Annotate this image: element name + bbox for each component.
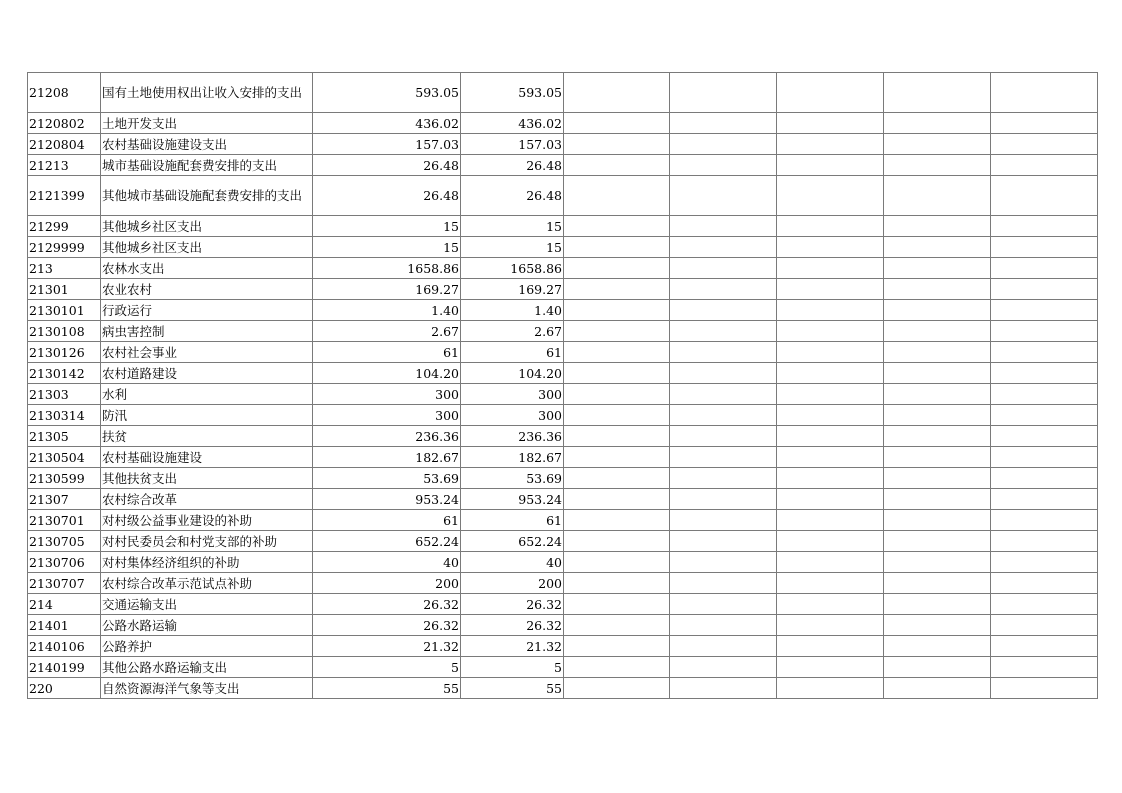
empty-cell	[777, 342, 884, 363]
empty-cell	[991, 678, 1098, 699]
empty-cell	[564, 176, 670, 216]
table-row	[28, 552, 1098, 573]
empty-cell	[884, 258, 991, 279]
empty-cell	[777, 405, 884, 426]
empty-cell	[777, 678, 884, 699]
table-row	[28, 216, 1098, 237]
empty-cell	[884, 552, 991, 573]
table-row	[28, 176, 1098, 216]
empty-cell	[991, 468, 1098, 489]
general-budget-cell: 61	[461, 510, 564, 531]
empty-cell	[564, 510, 670, 531]
empty-cell	[670, 489, 777, 510]
empty-cell	[884, 279, 991, 300]
empty-cell	[564, 258, 670, 279]
empty-cell	[670, 636, 777, 657]
empty-cell	[670, 237, 777, 258]
account-code-cell: 2129999	[28, 237, 101, 258]
empty-cell	[991, 237, 1098, 258]
table-row	[28, 363, 1098, 384]
account-code-cell: 21307	[28, 489, 101, 510]
empty-cell	[564, 657, 670, 678]
empty-cell	[991, 573, 1098, 594]
table-row	[28, 237, 1098, 258]
empty-cell	[991, 657, 1098, 678]
empty-cell	[884, 134, 991, 155]
empty-cell	[670, 113, 777, 134]
table-row	[28, 510, 1098, 531]
general-budget-cell: 300	[461, 384, 564, 405]
empty-cell	[884, 384, 991, 405]
budget-amount-cell: 593.05	[313, 73, 461, 113]
table-row	[28, 155, 1098, 176]
item-name-cell: 农村综合改革	[101, 489, 313, 510]
account-code-cell: 21213	[28, 155, 101, 176]
empty-cell	[777, 468, 884, 489]
empty-cell	[884, 237, 991, 258]
empty-cell	[564, 321, 670, 342]
account-code-cell: 2130108	[28, 321, 101, 342]
empty-cell	[670, 552, 777, 573]
empty-cell	[564, 426, 670, 447]
account-code-cell: 21305	[28, 426, 101, 447]
budget-amount-cell: 2.67	[313, 321, 461, 342]
item-name-cell: 农村基础设施建设支出	[101, 134, 313, 155]
general-budget-cell: 61	[461, 342, 564, 363]
account-code-cell: 2130126	[28, 342, 101, 363]
empty-cell	[670, 258, 777, 279]
empty-cell	[670, 573, 777, 594]
empty-cell	[884, 636, 991, 657]
empty-cell	[670, 615, 777, 636]
item-name-cell: 自然资源海洋气象等支出	[101, 678, 313, 699]
empty-cell	[564, 573, 670, 594]
item-name-cell: 对村级公益事业建设的补助	[101, 510, 313, 531]
empty-cell	[670, 279, 777, 300]
account-code-cell: 2130314	[28, 405, 101, 426]
empty-cell	[884, 113, 991, 134]
general-budget-cell: 21.32	[461, 636, 564, 657]
empty-cell	[777, 279, 884, 300]
empty-cell	[884, 176, 991, 216]
table-row	[28, 300, 1098, 321]
empty-cell	[991, 216, 1098, 237]
budget-amount-cell: 15	[313, 237, 461, 258]
account-code-cell: 21208	[28, 73, 101, 113]
empty-cell	[991, 155, 1098, 176]
general-budget-cell: 2.67	[461, 321, 564, 342]
budget-amount-cell: 15	[313, 216, 461, 237]
budget-amount-cell: 157.03	[313, 134, 461, 155]
empty-cell	[777, 216, 884, 237]
empty-cell	[777, 489, 884, 510]
table-body	[28, 73, 1098, 699]
budget-amount-cell: 61	[313, 342, 461, 363]
empty-cell	[670, 468, 777, 489]
item-name-cell: 病虫害控制	[101, 321, 313, 342]
empty-cell	[884, 73, 991, 113]
item-name-cell: 其他扶贫支出	[101, 468, 313, 489]
empty-cell	[670, 510, 777, 531]
general-budget-cell: 53.69	[461, 468, 564, 489]
empty-cell	[991, 405, 1098, 426]
empty-cell	[884, 300, 991, 321]
empty-cell	[777, 155, 884, 176]
empty-cell	[884, 468, 991, 489]
account-code-cell: 2130706	[28, 552, 101, 573]
account-code-cell: 2130142	[28, 363, 101, 384]
budget-amount-cell: 21.32	[313, 636, 461, 657]
table-row	[28, 321, 1098, 342]
general-budget-cell: 1.40	[461, 300, 564, 321]
budget-amount-cell: 5	[313, 657, 461, 678]
empty-cell	[991, 531, 1098, 552]
empty-cell	[777, 321, 884, 342]
empty-cell	[670, 363, 777, 384]
empty-cell	[564, 552, 670, 573]
empty-cell	[564, 216, 670, 237]
empty-cell	[564, 678, 670, 699]
budget-amount-cell: 300	[313, 384, 461, 405]
empty-cell	[564, 405, 670, 426]
account-code-cell: 2130707	[28, 573, 101, 594]
empty-cell	[564, 447, 670, 468]
empty-cell	[670, 134, 777, 155]
budget-amount-cell: 169.27	[313, 279, 461, 300]
item-name-cell: 其他城乡社区支出	[101, 216, 313, 237]
budget-amount-cell: 300	[313, 405, 461, 426]
empty-cell	[777, 510, 884, 531]
budget-table	[27, 72, 1098, 699]
empty-cell	[564, 531, 670, 552]
empty-cell	[991, 636, 1098, 657]
empty-cell	[884, 594, 991, 615]
empty-cell	[670, 594, 777, 615]
budget-amount-cell: 61	[313, 510, 461, 531]
account-code-cell: 214	[28, 594, 101, 615]
general-budget-cell: 157.03	[461, 134, 564, 155]
item-name-cell: 农村基础设施建设	[101, 447, 313, 468]
empty-cell	[777, 176, 884, 216]
empty-cell	[884, 678, 991, 699]
item-name-cell: 其他公路水路运输支出	[101, 657, 313, 678]
empty-cell	[670, 300, 777, 321]
empty-cell	[670, 342, 777, 363]
empty-cell	[777, 426, 884, 447]
table-row	[28, 573, 1098, 594]
empty-cell	[991, 489, 1098, 510]
account-code-cell: 2130504	[28, 447, 101, 468]
budget-amount-cell: 26.32	[313, 615, 461, 636]
item-name-cell: 公路水路运输	[101, 615, 313, 636]
general-budget-cell: 104.20	[461, 363, 564, 384]
item-name-cell: 农业农村	[101, 279, 313, 300]
empty-cell	[777, 531, 884, 552]
empty-cell	[670, 155, 777, 176]
general-budget-cell: 200	[461, 573, 564, 594]
budget-amount-cell: 26.48	[313, 155, 461, 176]
empty-cell	[884, 657, 991, 678]
general-budget-cell: 953.24	[461, 489, 564, 510]
item-name-cell: 土地开发支出	[101, 113, 313, 134]
empty-cell	[884, 405, 991, 426]
budget-amount-cell: 104.20	[313, 363, 461, 384]
empty-cell	[670, 321, 777, 342]
item-name-cell: 其他城市基础设施配套费安排的支出	[101, 176, 313, 216]
account-code-cell: 2130701	[28, 510, 101, 531]
account-code-cell: 21299	[28, 216, 101, 237]
item-name-cell: 交通运输支出	[101, 594, 313, 615]
table-row	[28, 405, 1098, 426]
table-row	[28, 678, 1098, 699]
general-budget-cell: 1658.86	[461, 258, 564, 279]
general-budget-cell: 182.67	[461, 447, 564, 468]
budget-amount-cell: 1.40	[313, 300, 461, 321]
table-row	[28, 113, 1098, 134]
general-budget-cell: 55	[461, 678, 564, 699]
account-code-cell: 2121399	[28, 176, 101, 216]
account-code-cell: 21301	[28, 279, 101, 300]
empty-cell	[777, 573, 884, 594]
empty-cell	[670, 176, 777, 216]
item-name-cell: 行政运行	[101, 300, 313, 321]
table-row	[28, 73, 1098, 113]
table-row	[28, 489, 1098, 510]
item-name-cell: 公路养护	[101, 636, 313, 657]
empty-cell	[777, 636, 884, 657]
empty-cell	[884, 155, 991, 176]
budget-amount-cell: 55	[313, 678, 461, 699]
empty-cell	[884, 573, 991, 594]
empty-cell	[991, 363, 1098, 384]
empty-cell	[670, 73, 777, 113]
empty-cell	[991, 615, 1098, 636]
empty-cell	[564, 468, 670, 489]
empty-cell	[777, 134, 884, 155]
empty-cell	[884, 510, 991, 531]
general-budget-cell: 436.02	[461, 113, 564, 134]
general-budget-cell: 40	[461, 552, 564, 573]
empty-cell	[564, 342, 670, 363]
general-budget-cell: 26.48	[461, 155, 564, 176]
budget-amount-cell: 182.67	[313, 447, 461, 468]
empty-cell	[991, 552, 1098, 573]
empty-cell	[991, 176, 1098, 216]
account-code-cell: 213	[28, 258, 101, 279]
empty-cell	[777, 113, 884, 134]
empty-cell	[991, 426, 1098, 447]
empty-cell	[670, 384, 777, 405]
empty-cell	[884, 447, 991, 468]
general-budget-cell: 15	[461, 216, 564, 237]
budget-amount-cell: 26.48	[313, 176, 461, 216]
empty-cell	[991, 447, 1098, 468]
empty-cell	[777, 73, 884, 113]
empty-cell	[777, 384, 884, 405]
table-row	[28, 468, 1098, 489]
budget-amount-cell: 26.32	[313, 594, 461, 615]
empty-cell	[670, 678, 777, 699]
empty-cell	[777, 657, 884, 678]
table-row	[28, 657, 1098, 678]
empty-cell	[670, 657, 777, 678]
table-row	[28, 636, 1098, 657]
empty-cell	[991, 258, 1098, 279]
empty-cell	[564, 489, 670, 510]
table-row	[28, 384, 1098, 405]
general-budget-cell: 26.32	[461, 615, 564, 636]
empty-cell	[991, 342, 1098, 363]
empty-cell	[884, 426, 991, 447]
budget-amount-cell: 652.24	[313, 531, 461, 552]
empty-cell	[777, 258, 884, 279]
account-code-cell: 21401	[28, 615, 101, 636]
empty-cell	[564, 636, 670, 657]
item-name-cell: 农村社会事业	[101, 342, 313, 363]
account-code-cell: 2130705	[28, 531, 101, 552]
empty-cell	[777, 237, 884, 258]
empty-cell	[991, 279, 1098, 300]
table-row	[28, 531, 1098, 552]
empty-cell	[670, 531, 777, 552]
empty-cell	[564, 615, 670, 636]
empty-cell	[884, 363, 991, 384]
empty-cell	[777, 300, 884, 321]
table-row	[28, 342, 1098, 363]
budget-amount-cell: 53.69	[313, 468, 461, 489]
empty-cell	[884, 216, 991, 237]
empty-cell	[884, 531, 991, 552]
empty-cell	[564, 113, 670, 134]
general-budget-cell: 593.05	[461, 73, 564, 113]
item-name-cell: 农村道路建设	[101, 363, 313, 384]
empty-cell	[777, 552, 884, 573]
empty-cell	[564, 384, 670, 405]
empty-cell	[884, 615, 991, 636]
general-budget-cell: 15	[461, 237, 564, 258]
account-code-cell: 2120802	[28, 113, 101, 134]
account-code-cell: 2120804	[28, 134, 101, 155]
item-name-cell: 对村民委员会和村党支部的补助	[101, 531, 313, 552]
empty-cell	[777, 615, 884, 636]
general-budget-cell: 169.27	[461, 279, 564, 300]
item-name-cell: 其他城乡社区支出	[101, 237, 313, 258]
empty-cell	[884, 489, 991, 510]
empty-cell	[564, 73, 670, 113]
empty-cell	[564, 363, 670, 384]
empty-cell	[777, 363, 884, 384]
empty-cell	[991, 321, 1098, 342]
table-row	[28, 134, 1098, 155]
empty-cell	[564, 300, 670, 321]
empty-cell	[564, 594, 670, 615]
account-code-cell: 2130599	[28, 468, 101, 489]
empty-cell	[564, 237, 670, 258]
account-code-cell: 2130101	[28, 300, 101, 321]
general-budget-cell: 5	[461, 657, 564, 678]
item-name-cell: 水利	[101, 384, 313, 405]
table-row	[28, 447, 1098, 468]
item-name-cell: 国有土地使用权出让收入安排的支出	[101, 73, 313, 113]
empty-cell	[991, 300, 1098, 321]
empty-cell	[564, 134, 670, 155]
table-row	[28, 615, 1098, 636]
empty-cell	[991, 73, 1098, 113]
budget-amount-cell: 953.24	[313, 489, 461, 510]
budget-amount-cell: 436.02	[313, 113, 461, 134]
empty-cell	[670, 426, 777, 447]
item-name-cell: 对村集体经济组织的补助	[101, 552, 313, 573]
empty-cell	[564, 155, 670, 176]
table-row	[28, 594, 1098, 615]
table-row	[28, 279, 1098, 300]
empty-cell	[884, 321, 991, 342]
empty-cell	[991, 510, 1098, 531]
empty-cell	[670, 447, 777, 468]
account-code-cell: 21303	[28, 384, 101, 405]
general-budget-cell: 26.32	[461, 594, 564, 615]
table-row	[28, 426, 1098, 447]
empty-cell	[777, 447, 884, 468]
item-name-cell: 扶贫	[101, 426, 313, 447]
budget-amount-cell: 1658.86	[313, 258, 461, 279]
general-budget-cell: 652.24	[461, 531, 564, 552]
general-budget-cell: 26.48	[461, 176, 564, 216]
empty-cell	[991, 134, 1098, 155]
empty-cell	[991, 594, 1098, 615]
empty-cell	[777, 594, 884, 615]
budget-amount-cell: 200	[313, 573, 461, 594]
empty-cell	[564, 279, 670, 300]
empty-cell	[991, 113, 1098, 134]
account-code-cell: 2140106	[28, 636, 101, 657]
item-name-cell: 农村综合改革示范试点补助	[101, 573, 313, 594]
item-name-cell: 农林水支出	[101, 258, 313, 279]
general-budget-cell: 300	[461, 405, 564, 426]
empty-cell	[991, 384, 1098, 405]
item-name-cell: 城市基础设施配套费安排的支出	[101, 155, 313, 176]
budget-amount-cell: 40	[313, 552, 461, 573]
empty-cell	[670, 216, 777, 237]
account-code-cell: 2140199	[28, 657, 101, 678]
empty-cell	[884, 342, 991, 363]
budget-amount-cell: 236.36	[313, 426, 461, 447]
account-code-cell: 220	[28, 678, 101, 699]
item-name-cell: 防汛	[101, 405, 313, 426]
general-budget-cell: 236.36	[461, 426, 564, 447]
empty-cell	[670, 405, 777, 426]
table-row	[28, 258, 1098, 279]
